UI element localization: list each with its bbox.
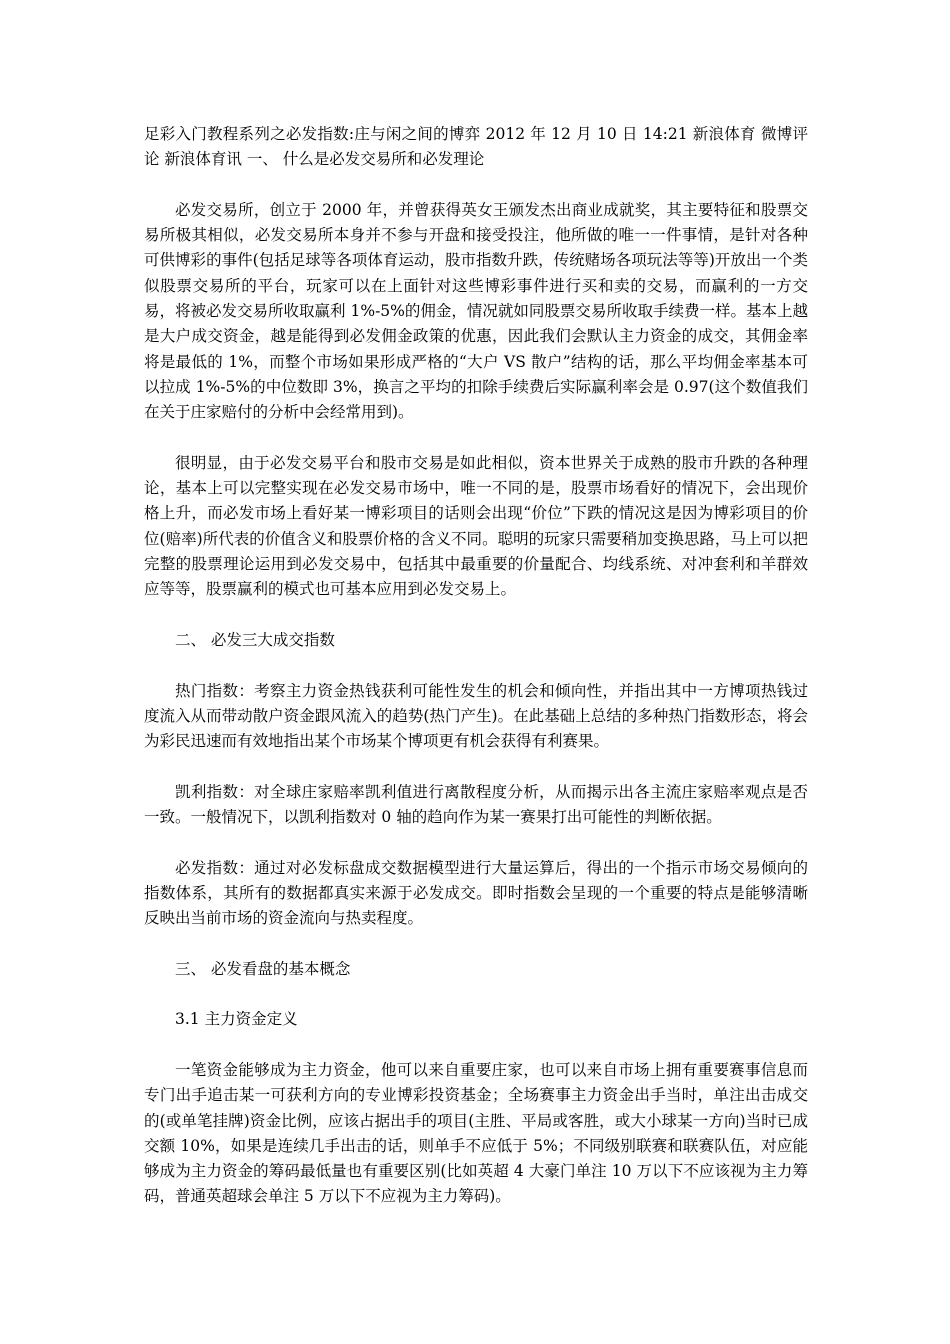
document-page xyxy=(144,122,808,1210)
section-heading-two: 二、 必发三大成交指数 xyxy=(175,630,335,649)
spacer xyxy=(144,1033,808,1058)
paragraph-main-funds-definition: 一笔资金能够成为主力资金，他可以来自重要庄家，也可以来自市场上拥有重要赛事信息而专门出手追击某一可获利方向的专业博彩投资基金；全场赛事主力资金出手当时，单注出击成交的(或单笔挂牌)资金比例，应该占据出手的项目(主胜、平局或客胜，或大小球某一方向)当时已成交额 10%，如果是连续几手出击的话，则单手不应低于 5%；不同级别联赛和联赛队伍，对应能够成为主力资金的筹码最低量也有重要区别(比如英超 4 大豪门单注 10 万以下不应该视为主力筹码，普通英超球会单注 5 万以下不应视为主力筹码)。 xyxy=(144,1060,808,1206)
paragraph-hot-index: 热门指数：考察主力资金热钱获利可能性发生的机会和倾向性，并指出其中一方博项热钱过度流入从而带动散户资金跟风流入的趋势(热门产生)。在此基础上总结的多种热门指数形态，将会为彩民迅速而有效地指出某个市场某个博项更有机会获得有利赛果。 xyxy=(144,681,808,751)
paragraph-betfair-intro: 必发交易所，创立于 2000 年，并曾获得英女王颁发杰出商业成就奖，其主要特征和股票交易所极其相似，必发交易所本身并不参与开盘和接受投注，他所做的唯一一件事情，是针对各种可供博彩的事件(包括足球等各项体育运动，股市指数升跌，传统赌场各项玩法等等)开放出一个类似股票交易所的平台，玩家可以在上面针对这些博彩事件进行买和卖的交易，而赢利的一方交易，将被必发交易所收取赢利 1%-5%的佣金，情况就如同股票交易所收取手续费一样。基本上越是大户成交资金，越是能得到必发佣金政策的优惠，因此我们会默认主力资金的成交，其佣金率将是最低的 1%，而整个市场如果形成严格的“大户 VS 散户”结构的话，那么平均佣金率基本可以拉成 1%-5%的中位数即 3%，换言之平均的扣除手续费后实际赢利率会是 0.97(这个数值我们在关于庄家赔付的分析中会经常用到)。 xyxy=(144,200,808,422)
spacer xyxy=(144,653,808,678)
spacer xyxy=(144,754,808,779)
spacer xyxy=(144,830,808,855)
paragraph-stock-comparison: 很明显，由于必发交易平台和股市交易是如此相似，资本世界关于成熟的股市升跌的各种理论，基本上可以完整实现在必发交易市场中，唯一不同的是，股票市场看好的情况下，会出现价格上升，而必发市场上看好某一博彩项目的话则会出现“价位”下跌的情况这是因为博彩项目的价位(赔率)所代表的价值含义和股票价格的含义不同。聪明的玩家只需要稍加变换思路，马上可以把完整的股票理论运用到必发交易中，包括其中最重要的价量配合、均线系统、对冲套利和羊群效应等等，股票赢利的模式也可基本应用到必发交易上。 xyxy=(144,453,808,599)
spacer xyxy=(144,932,808,957)
spacer xyxy=(144,426,808,451)
article-header: 足彩入门教程系列之必发指数:庄与闲之间的博弈 2012 年 12 月 10 日 14:21 新浪体育 微博评论 新浪体育讯 一、 什么是必发交易所和必发理论 xyxy=(144,125,808,169)
spacer xyxy=(144,603,808,628)
paragraph-kelly-index: 凯利指数：对全球庄家赔率凯利值进行离散程度分析，从而揭示出各主流庄家赔率观点是否一致。一般情况下，以凯利指数对 0 轴的趋向作为某一赛果打出可能性的判断依据。 xyxy=(144,782,808,827)
spacer xyxy=(144,173,808,198)
section-heading-three: 三、 必发看盘的基本概念 xyxy=(175,959,351,978)
spacer xyxy=(144,982,808,1007)
subsection-heading-3-1: 3.1 主力资金定义 xyxy=(175,1010,298,1029)
paragraph-betfair-index: 必发指数：通过对必发标盘成交数据模型进行大量运算后，得出的一个指示市场交易倾向的指数体系，其所有的数据都真实来源于必发成交。即时指数会呈现的一个重要的特点是能够清晰反映出当前市场的资金流向与热卖程度。 xyxy=(144,858,808,928)
